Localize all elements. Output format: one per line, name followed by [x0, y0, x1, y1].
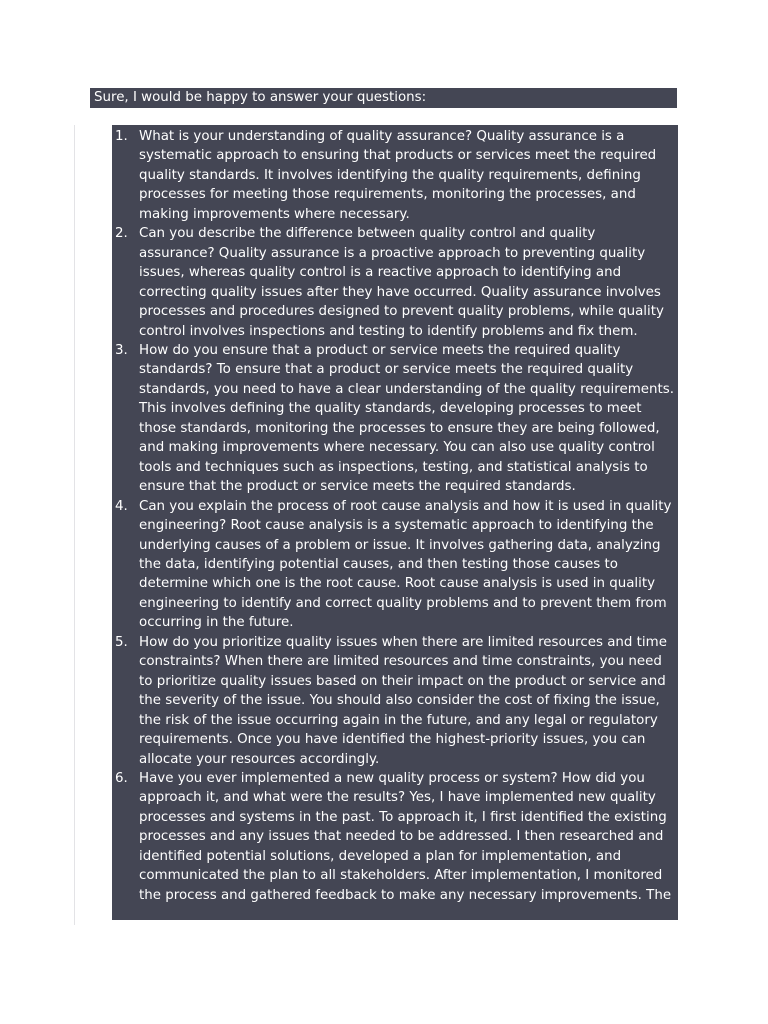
qa-item-number: 5.	[115, 634, 128, 650]
qa-item-number: 3.	[115, 342, 128, 358]
page-edge-divider	[74, 125, 75, 925]
qa-item-text: What is your understanding of quality assurance? Quality assurance is a systematic approach to ensuring that products or services meet the required quality standards. It involves identifying the quality requirements, defining processes for meeting those requirements, monitoring the processes, and making improvements where necessary.	[139, 129, 657, 222]
qa-item-number: 6.	[115, 770, 128, 786]
qa-item-number: 4.	[115, 498, 128, 514]
qa-item-text: Can you explain the process of root cause analysis and how it is used in quality engineering? Root cause analysis is a systematic approach to identifying the underlying causes of a problem or issue. It involves gathering data, analyzing the data, identifying potential causes, and then testing those causes to determine which one is the root cause. Root cause analysis is used in quality engineering to identify and correct quality problems and to prevent them from occurring in the future.	[139, 498, 672, 631]
qa-item-text: How do you prioritize quality issues when there are limited resources and time constraints? When there are limited resources and time constraints, you need to prioritize quality issues based on their impact on the product or service and the severity of the issue. You should also consider the cost of fixing the issue, the risk of the issue occurring again in the future, and any legal or regulatory requirements. Once you have identified the highest-priority issues, you can allocate your resources accordingly.	[139, 634, 667, 767]
qa-item-4	[112, 497, 678, 633]
qa-item-text: How do you ensure that a product or service meets the required quality standards? To ensure that a product or service meets the required quality standards, you need to have a clear understanding of the quality requirements. This involves defining the quality standards, developing processes to meet those standards, monitoring the processes to ensure they are being followed, and making improvements where necessary. You can also use quality control tools and techniques such as inspections, testing, and statistical analysis to ensure that the product or service meets the required standards.	[139, 342, 674, 495]
qa-item-6	[112, 769, 678, 905]
qa-item-number: 2.	[115, 226, 128, 242]
qa-item-text: Have you ever implemented a new quality process or system? How did you approach it, and what were the results? Yes, I have implemented new quality processes and systems in the past. To approach it, I first identified the existing processes and any issues that needed to be addressed. I then researched and identified potential solutions, developed a plan for implementation, and communicated the plan to all stakeholders. After implementation, I monitored the process and gathered feedback to make any necessary improvements. The	[139, 770, 672, 903]
qa-item-2	[112, 224, 678, 341]
qa-list	[112, 125, 678, 905]
qa-item-text: Can you describe the difference between quality control and quality assurance? Quality assurance is a proactive approach to preventing quality issues, whereas quality control is a reactive approach to identifying and correcting quality issues after they have occurred. Quality assurance involves processes and procedures designed to prevent quality problems, while quality control involves inspections and testing to identify problems and fix them.	[139, 226, 664, 339]
intro-text: Sure, I would be happy to answer your questions:	[90, 88, 677, 108]
qa-item-1	[112, 127, 678, 224]
qa-panel	[112, 125, 678, 920]
qa-item-number: 1.	[115, 129, 128, 144]
qa-item-5	[112, 633, 678, 769]
qa-item-3	[112, 341, 678, 497]
